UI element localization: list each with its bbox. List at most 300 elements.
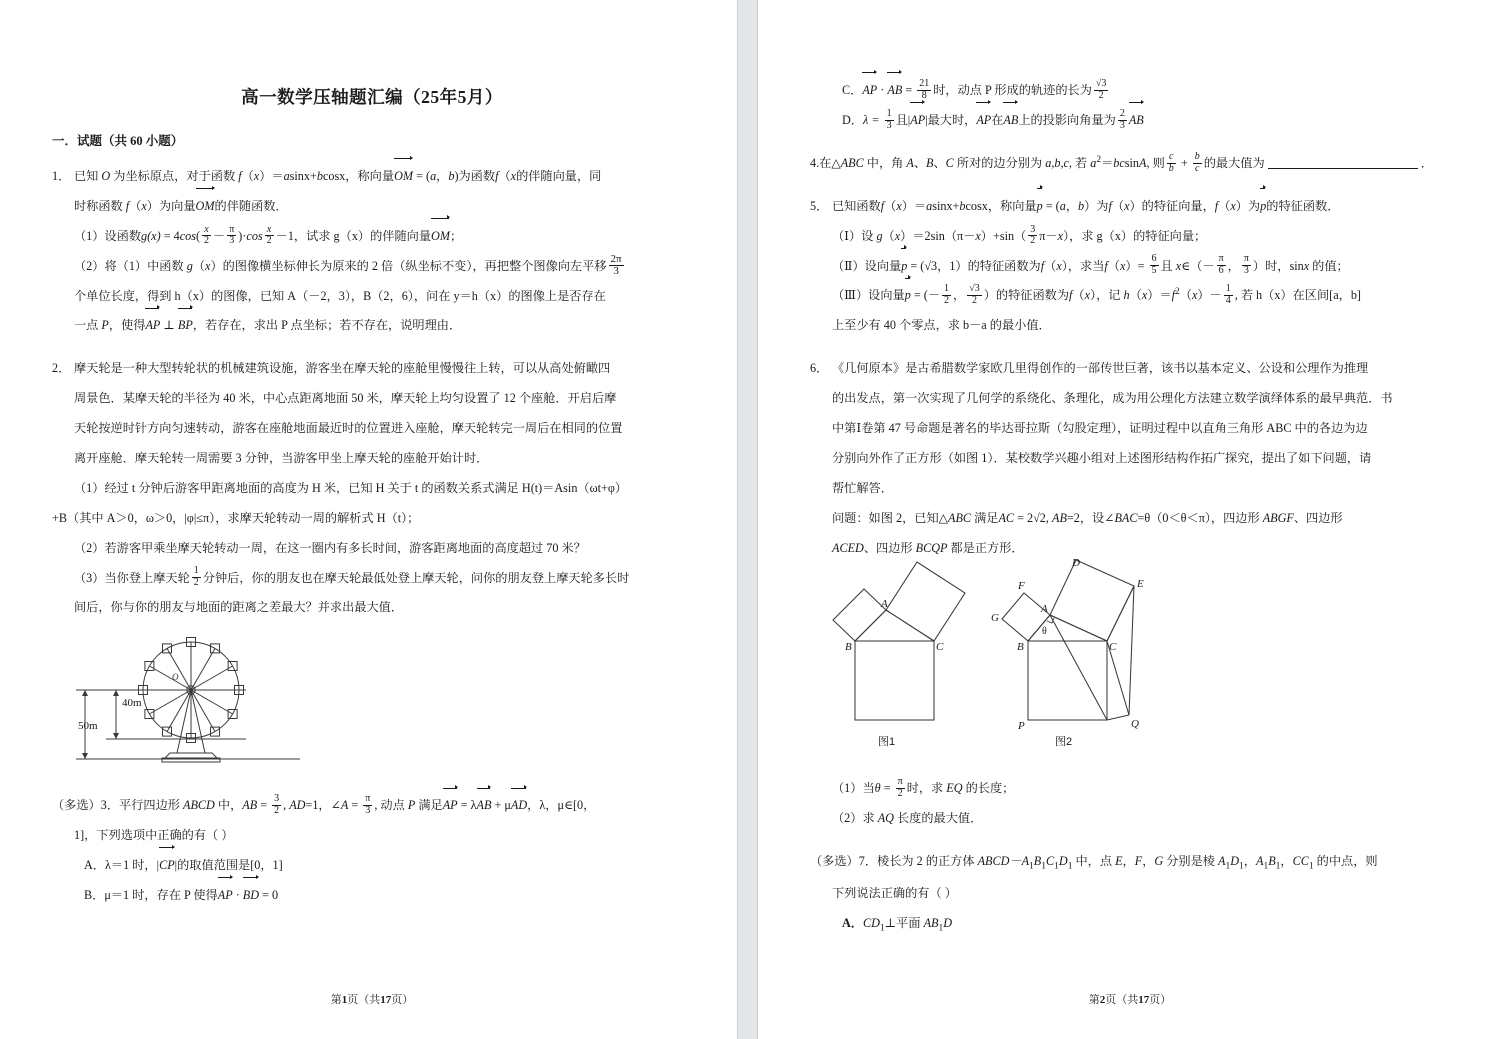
q5-III-x2: x [1141,288,1148,303]
q7-s5: 1 [1225,861,1231,872]
q3-optD-v4: AB [1128,112,1144,127]
q6-pq-AC: AC [998,510,1015,525]
q1-s1-g: g(x) [141,228,161,243]
q3-optD-f1n: 1 [886,107,892,119]
q1-cosx: cosx，称向量 [322,169,395,183]
footer-page-number-1: 1 [341,994,348,1006]
q1-var-a2: a [430,169,437,183]
question-6-p4: 分别向外作了正方形（如图 1）．某校数学兴趣小组对上述图形结构作拓广探究，提出了如下问题，请 [832,450,1372,465]
q3-optA-a: λ＝1 时，| [105,858,160,873]
q5-II-k: ， [1227,258,1240,273]
q3-optA-vec: CP [159,858,175,873]
q3-optD-a: λ = [863,112,883,127]
q3-optD-v3: AB [1003,112,1019,127]
q3-optD-d: 在 [991,112,1004,127]
q3-eq: = [257,798,271,813]
q5-a: 已知函数 [832,198,881,213]
q1-s1-end: ； [450,228,463,243]
q7-s1: 1 [1029,861,1034,872]
question-4 [810,149,1450,179]
q1-s2-l3c: ，若存在，求出 P 点坐标；若不存在，说明理由． [192,318,462,333]
q6-pq-b: 满足 [971,510,999,525]
q7-s4: 1 [1067,861,1073,872]
q5-f3: f [1214,198,1219,213]
q1-s2-x: x [205,258,211,273]
footer-mid-2: 页（共 [1105,994,1139,1006]
q6-pq-BAC: BAC [1114,510,1138,525]
q1-s2-b: （ [192,258,206,273]
q5-II-x2: x [1119,258,1126,273]
q7-s2: 1 [1041,861,1046,872]
q7-s9: 1 [1308,861,1314,872]
q1-s1-f1n: x [204,223,209,235]
q1-s2-vecAP: AP [145,318,161,333]
q5-III-g: ），记 [1090,288,1124,303]
q5-III-l: ）－ [1197,288,1222,303]
q5-f2: f [1108,198,1112,213]
q5-II-rad: √3 [924,258,938,273]
q6-pq-l2b: 、四边形 [863,540,916,555]
q5-III-f3d: 4 [1225,295,1231,307]
q4-ABC: ABC [840,155,864,170]
q1-vec-OM: OM [394,169,414,183]
q3-optD-f1d: 3 [886,119,892,131]
q5-I-a: （Ⅰ）设 [832,228,877,243]
footer-suffix-1: 页） [391,994,414,1006]
question-5-sub-III [810,281,1450,311]
q3-optB-dot: · [232,887,243,902]
ferris-wheel-diagram [60,631,335,766]
q5-II-c: ，1）的特征函数为 [937,258,1041,273]
question-2 [52,354,692,778]
q3-optA-label: A． [84,858,105,873]
footer-total-1: 17 [380,994,392,1006]
q5-ff: = ( [1042,198,1060,213]
fig2-label-A: A [1041,603,1048,616]
q1-s2-a: （2）将（1）中函数 [74,258,187,273]
q6-pq-d: , [1045,510,1052,525]
fig2-label-B: B [1017,641,1024,654]
fig2-label-D: D [1072,557,1080,570]
page-2-footer [810,991,1450,1007]
q7-a: 棱长为 2 的正方体 [877,854,978,869]
q5-k: （ [1218,198,1231,213]
q1-s1-open: ( [195,228,201,243]
q3-i: + μ [491,798,511,813]
q1-s1-f1d: 2 [204,235,210,247]
q3-optD-f2d: 3 [1119,119,1125,131]
question-6-problem-line2 [810,534,1450,564]
fig1-label-A: A [881,598,888,611]
q7-E: E [1115,854,1123,869]
q4-tail: ． [1420,155,1433,170]
q3-A: A [340,798,349,813]
q1-s1-vec: OM [431,228,451,243]
q2-s3a: （3）当你登上摩天轮 [74,570,190,585]
page-1-footer [52,991,692,1007]
q7-s7: 1 [1263,861,1269,872]
q5-vecp2: p [1260,198,1267,213]
q5-III-k: （ [1179,288,1192,303]
q7-optA-label: A． [842,915,863,930]
q5-II-l: ）时，sin [1252,258,1304,273]
q5-II-f: f [1040,258,1045,273]
q5-III-f2d: 2 [971,295,977,307]
q1-comma: ， [436,169,449,183]
q3-f: , 动点 [374,798,408,813]
q1-s1-f3n: x [266,223,272,235]
q1-var-f2: f [495,169,499,183]
q6-pq-AB: AB [1052,510,1067,525]
q3-optB-b: = 0 [259,887,279,902]
question-1-body [52,162,692,192]
q3-optD-e: 上的投影向角量为 [1018,112,1116,127]
q5-III-i: （ [1129,288,1142,303]
document-title: 高一数学压轴题汇编（25年5月） [241,87,503,107]
q7-h: 的中点，则 [1313,854,1378,869]
page-2 [758,0,1495,1039]
question-1-sub-2 [52,252,692,282]
q1-s1-cos: cos [179,228,196,243]
q4-e: 所对的边分别为 [953,155,1046,170]
q4-f1d: b [1168,162,1174,174]
q1-var-x2: x [510,169,517,183]
q7-optA-CD1: CD [863,915,880,930]
question-3-option-A[interactable] [52,851,692,881]
q4-a2: a [1090,155,1097,170]
q5-III-f: f [1069,288,1073,303]
question-2-sub-3-line2: 间后，你与你的朋友与地面的距离之差最大？并求出最大值． [74,600,404,615]
question-1-sub-2-line3 [52,311,692,341]
q1-s1-f2d: 3 [229,235,235,247]
q3-vecAP: AP [442,798,458,813]
q4-B: B [926,155,934,170]
q1-text: 已知 [74,169,102,183]
question-3-option-D[interactable] [810,106,1450,136]
q7-number: 7． [858,854,878,869]
q1-s1-eq: = 4 [160,228,180,243]
q4-f1n: c [1169,150,1174,162]
q7-e: 分别是棱 [1163,854,1219,869]
q1-tail1: )为函数 [454,169,496,183]
q5-g: ， [1065,198,1079,213]
q5-I-c: ）＝2sin（π－ [900,228,976,243]
q3-optD-b: 且| [895,112,911,127]
q6-pq-ABGF: ABGF [1262,510,1294,525]
q5-I-f: ），求 g（x）的特征向量； [1063,228,1207,243]
ferris-label-40m: 40m [122,697,142,710]
q5-c: ）＝ [901,198,927,213]
q1-paren: （ [241,169,254,183]
q5-II-g: （ [1107,258,1120,273]
footer-total-2: 17 [1138,994,1150,1006]
q5-I-fn: 3 [1030,223,1036,235]
q3-fABn: 3 [274,793,280,805]
q1-paren2: （ [498,169,511,183]
q6-pq-rad2: √2 [1033,510,1046,525]
q6-pq-BCQP: BCQP [915,540,948,555]
question-2-p1: 摩天轮是一种大型转轮状的机械建筑设施，游客坐在摩天轮的座舱里慢慢往上转，可以从高处俯瞰四 [74,361,611,376]
q6-pq-ACED: ACED [832,540,864,555]
q5-h: ）为 [1084,198,1109,213]
q5-I-x: x [894,228,901,243]
question-5-stem [810,192,1450,222]
q2-s3-fn: 1 [193,565,199,577]
q4-f2n: b [1194,150,1200,162]
q5-III-f1d: 2 [944,295,950,307]
q6-s1-b: 时，求 [906,781,947,796]
q2-s3b: 分钟后，你的朋友也在摩天轮最低处登上摩天轮，问你的朋友登上摩天轮多长时 [202,570,630,585]
question-1-sub-1 [52,222,692,252]
question-6-problem [810,504,1450,534]
q5-x: x [896,198,902,213]
q5-b2: b [1078,198,1085,213]
q6-s1-fn: π [897,776,903,788]
question-7-stem [810,847,1450,879]
q4-j: , 则 [1146,155,1165,170]
q7-g: ， [1280,854,1293,869]
footer-mid-1: 页（共 [347,994,381,1006]
q3-fAd: 3 [365,804,371,816]
q5-III-x: x [1084,288,1091,303]
q7-s3: 1 [1054,861,1059,872]
q1-var-b2: b [448,169,455,183]
question-6-number: 6． [810,361,829,376]
q5-vb: b [959,198,966,213]
q4-sinA: A [1139,155,1147,170]
q1-s1-f2n: π [229,223,235,235]
question-1-number: 1． [52,169,71,183]
q4-b: 中，角 [863,155,907,170]
q1-s2-perp: ⊥ [160,318,178,333]
q6-pq-l2c: 都是正方形． [947,540,1024,555]
q5-I-x2: x [975,228,981,243]
q5-II-e: ），求当 [1061,258,1105,273]
fig2-label-G: G [991,612,999,625]
q3-AD: AD [289,798,306,813]
question-3-line2: 1]，下列选项中正确的有（ ） [74,828,234,843]
q7-s6: 1 [1239,861,1244,872]
q6-s2-b: 长度的最大值． [893,811,983,826]
q5-j: ）的特征向量， [1129,198,1215,213]
q7-D1: D [1230,854,1240,869]
q7-optA-s2: 1 [938,923,944,934]
q5-II-fd: 5 [1151,265,1157,277]
q5-II-m: 的值； [1309,258,1349,273]
q5-III-f2: f [1171,288,1175,303]
footer-page-number-2: 2 [1099,994,1106,1006]
q7-s8: 1 [1275,861,1281,872]
q5-I-b: （ [882,228,895,243]
q1-var-x: x [253,169,260,183]
q5-III-c: ， [953,288,966,303]
figure-1-caption: 图1 [878,736,896,749]
q3-optD-v1: AP [910,112,926,127]
q3-optC-a: 时，动点 P 形成的轨迹的长为 [933,83,1092,97]
figure-2-caption: 图2 [1055,736,1073,749]
question-5 [810,192,1450,342]
q1-var-O: O [101,169,111,183]
q3-optC-dot: · [877,83,888,97]
q5-i: （ [1111,198,1125,213]
q1-s1-tail: －1，试求 g（x）的伴随向量 [275,228,432,243]
q3-ABCD: ABCD [183,798,215,813]
q3-tag: （多选） [52,798,101,813]
q5-III-h: h [1123,288,1130,303]
q7-cube2: B [1033,854,1042,869]
q4-sup2: 2 [1096,154,1102,165]
q6-pq-g: 、四边形 [1293,510,1343,525]
q1-s1-prefix: （1）设函数 [74,228,142,243]
q4-f2d: c [1195,162,1200,174]
q3-g: 满足 [415,798,443,813]
q5-II-f1n: π [1218,253,1224,265]
q5-va: a [926,198,933,213]
q1-s2-fn: 2π [610,252,622,265]
q3-vecAD: AD [510,798,528,813]
question-7-option-A[interactable] [810,909,1450,941]
q6-s1-a: （1）当 [832,781,875,796]
q6-pq-e: =2，设∠ [1066,510,1115,525]
q5-II-h: ）= [1125,258,1148,273]
q7-optA-s1: 1 [879,923,885,934]
q7-cube3: C [1045,854,1055,869]
question-2-p2: 周景色．某摩天轮的半径为 40 米，中心点距离地面 50 米，摩天轮上均匀设置了 12 个座舱．开启后摩 [74,391,617,406]
q5-II-d: （ [1044,258,1057,273]
question-7-line2: 下列说法正确的有（ ） [832,885,957,900]
q1-s2-l3a: 一点 [74,318,102,333]
q7-f: ， [1243,854,1256,869]
fig2-label-C: C [1109,641,1117,654]
question-2-p4: 离开座舱．摩天轮转一周需要 3 分钟，当游客甲坐上摩天轮的座舱开始计时． [74,451,489,466]
q4-f: , [1051,155,1055,170]
question-4-stem [810,149,1450,179]
footer-prefix-2: 第 [1088,994,1100,1006]
q3-optD-v2: AP [976,112,992,127]
question-5-number: 5． [810,198,829,213]
q4-b2: b [1054,155,1061,170]
q4-sin: sin [1124,155,1140,170]
q3-h: = λ [457,798,477,813]
question-6-p5: 帮忙解答． [832,480,893,495]
q5-III-j: ）＝ [1147,288,1172,303]
question-6-p1: 《几何原本》是古希腊数学家欧几里得创作的一部传世巨著，该书以基本定义、公设和公理作为推理 [832,361,1369,376]
q5-vecp: p [1036,198,1043,213]
q5-III-e: （ [1072,288,1085,303]
q3-optC-rn: √3 [1095,77,1107,89]
q5-III-f2n: √3 [969,283,980,295]
q4-a: 在△ [819,155,841,170]
q4-answer-blank[interactable] [1268,168,1418,169]
q4-g: , [1060,155,1064,170]
q1-s2-c: ）的图像横坐标伸长为原来的 2 倍（纵坐标不变），再把整个图像向左平移 [210,258,607,273]
q6-s1-fd: 2 [897,788,903,800]
q1-var-f: f [238,169,242,183]
q4-bc: bc [1113,155,1125,170]
q4-number: 4. [810,155,820,170]
q4-abc: a [1045,155,1052,170]
q5-f: f [880,198,885,213]
q6-pq-ABC: ABC [948,510,972,525]
q5-I-fd: 2 [1030,235,1036,247]
q7-A1b: A [1255,854,1264,869]
q5-III-f3n: 1 [1225,283,1231,295]
q5-II-f2: f [1104,258,1108,273]
q7-b: 中，点 [1072,854,1116,869]
q5-II-j: ∈（－ [1181,258,1215,273]
q1-eq: ）＝ [259,169,284,183]
question-3-stem [52,791,692,821]
q5-II-x4: x [1303,258,1310,273]
question-1 [52,162,692,341]
q4-i: ＝ [1101,155,1114,170]
q3-optC-label: C． [842,83,863,97]
q3-optC-fd: 8 [921,89,927,101]
q4-c2: c [1063,155,1069,170]
fig1-label-B: B [845,641,852,654]
q5-II-i: 且 [1160,258,1176,273]
q5-e: cosx，称向量 [965,198,1037,213]
q1-s2-vecBP: BP [177,318,193,333]
fig2-label-E: E [1137,578,1144,591]
question-3-option-B[interactable] [52,881,692,911]
q5-II-x: x [1056,258,1062,273]
q1-var-b: b [316,169,323,183]
q6-s1-theta: θ [874,781,881,796]
q3-vecAB: AB [476,798,492,813]
question-6-sub-1 [810,774,1450,804]
q1-s2-P: P [101,318,109,333]
q5-a2: a [1059,198,1066,213]
q5-III-f1n: 1 [944,283,950,295]
q1-s1-cos2: cos [246,228,263,243]
q5-III-d: ）的特征函数为 [983,288,1070,303]
q5-I-x3: x [1057,228,1064,243]
footer-prefix-1: 第 [330,994,342,1006]
q5-II-f2n: π [1243,253,1249,265]
q5-b: （ [884,198,897,213]
q6-s1-eq: = [880,781,894,796]
q3-fABd: 2 [274,804,280,816]
q3-e: = [348,798,362,813]
q7-c: ， [1122,854,1135,869]
q5-II-b: = ( [907,258,925,273]
q5-III-x3: x [1191,288,1198,303]
q3-optC-fn: 21 [919,77,930,89]
q3-optD-c: |最大时， [925,112,977,127]
footer-suffix-2: 页） [1149,994,1172,1006]
q6-pq-a: 问题：如图 2，已知△ [832,510,949,525]
q6-s1-c: 的长度； [962,781,1015,796]
q1-sinx: sinx+ [289,169,317,183]
q5-III-p: p [904,288,911,303]
q3-j: ，λ，μ∈[0， [527,798,596,813]
q3-optC-eq: = [902,83,916,97]
q1-s2-fd: 3 [613,265,619,278]
q5-I-g: g [876,228,883,243]
q5-I-e: π－ [1039,228,1058,243]
question-3 [52,791,692,911]
question-6-p3: 中第Ⅰ卷第 47 号命题是著名的毕达哥拉斯（勾股定理），证明过程中以直角三角形 ABC 中的各边为边 [832,421,1368,436]
ferris-center-label: O [172,672,179,683]
question-6 [810,354,1450,834]
fig2-label-theta: θ [1042,626,1047,638]
q7-cube4: D [1058,854,1068,869]
q3-P: P [407,798,416,813]
q7-tag: （多选） [810,854,859,869]
q6-pq-f: =θ（0＜θ＜π），四边形 [1137,510,1263,525]
fig2-label-Q: Q [1131,718,1139,731]
